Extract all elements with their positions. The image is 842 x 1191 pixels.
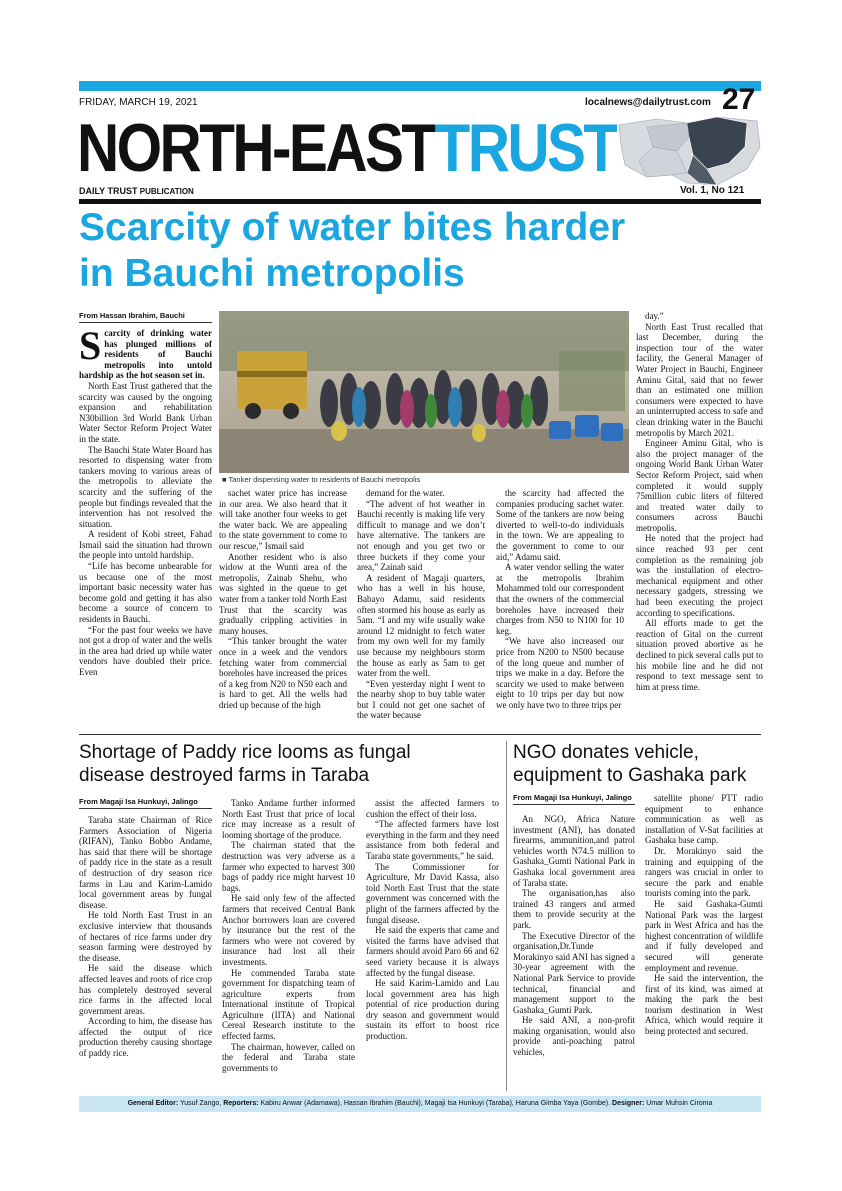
article-paragraph: The chairman stated that the destruction was very adverse as a farmer who expected to harvest 300 bags of paddy rice might harvest 10 bags. bbox=[222, 840, 355, 893]
lead-column-1 bbox=[79, 328, 212, 728]
lead-column-2 bbox=[219, 488, 347, 730]
page-number: 27 bbox=[722, 83, 756, 116]
masthead-rule bbox=[79, 199, 761, 204]
lead-col1-body bbox=[79, 381, 212, 678]
reporters-label: Reporters: bbox=[223, 1100, 259, 1107]
editor-name: Yusuf Zango, bbox=[180, 1100, 222, 1107]
article-paragraph: A resident of Magaji quarters, who has a well in his house, Babayo Adamu, said residents often stormed his house as early as 5am. “I and my wife usually wake around 12 midnight to fetch water from my own well for my family use because my neighbours storm the house as early as 5am to get water from the well. bbox=[357, 572, 485, 679]
publisher-brand: DAILY TRUST bbox=[79, 186, 138, 196]
article-paragraph: “Even yesterday night I went to the nearby shop to buy table water but I could not get one sachet of the water because bbox=[357, 678, 485, 721]
article-paragraph: Dr. Morakinyo said the training and equipping of the rangers was crucial in order to secure the park and enable tourists coming into the park. bbox=[645, 845, 763, 899]
article-paragraph: North East Trust gathered that the scarcity was caused by the ongoing expansion and rehabilitation N30billion 3rd World Bank Urban Water Sector Reform Project Water in the state. bbox=[79, 380, 212, 444]
article-paragraph: According to him, the disease has affected the output of rice production thereby causing shortage of paddy rice. bbox=[79, 1016, 212, 1059]
ngo-headline-line2: equipment to Gashaka park bbox=[513, 765, 747, 786]
publisher-line bbox=[79, 186, 194, 196]
column-divider bbox=[506, 741, 507, 1091]
lead-byline: From Hassan Ibrahim, Bauchi bbox=[79, 311, 212, 323]
article-paragraph: He said the disease which affected leaves and roots of rice crop has completely destroyed several rice farms in the affected local government areas. bbox=[79, 963, 212, 1016]
contact-email[interactable]: localnews@dailytrust.com bbox=[585, 97, 711, 108]
masthead-accent-bar bbox=[79, 81, 761, 91]
designer-label: Designer: bbox=[612, 1100, 645, 1107]
publisher-suffix: PUBLICATION bbox=[139, 187, 194, 196]
designer-name: Umar Muhsin Ciroma bbox=[646, 1100, 713, 1107]
issue-date: FRIDAY, MARCH 19, 2021 bbox=[79, 97, 198, 108]
ngo-headline-line1: NGO donates vehicle, bbox=[513, 742, 699, 763]
ngo-column-1 bbox=[513, 814, 635, 1094]
article-paragraph: “For the past four weeks we have not got a drop of water and the wells in the area had dried up while water vendors have doubled their price. Even bbox=[79, 624, 212, 677]
volume-number: Vol. 1, No 121 bbox=[680, 185, 745, 196]
article-paragraph: “Life has become unbearable for us because one of the most important basic necessity water has become gold and getting it has also become a source of concern to residents in Bauchi. bbox=[79, 561, 212, 625]
article-paragraph: He said Karim-Lamido and Lau local government area has high potential of rice production during dry season and government would sustain its effort to boost rice production. bbox=[366, 978, 499, 1042]
article-paragraph: He told North East Trust in an exclusive interview that thousands of hectares of rice farms under dry season farming were destroyed by the disease. bbox=[79, 910, 212, 963]
masthead-left: NORTH-EAST bbox=[77, 110, 435, 186]
masthead-right: TRUST bbox=[434, 110, 617, 186]
rice-byline: From Magaji Isa Hunkuyi, Jalingo bbox=[79, 797, 212, 809]
lead-column-3 bbox=[357, 488, 485, 730]
article-paragraph: The Commissioner for Agriculture, Mr David Kassa, also told North East Trust that the state government was concerned with the plight of the farmers affected by the fungal disease. bbox=[366, 861, 499, 925]
rice-column-1 bbox=[79, 815, 212, 1095]
credits-footer bbox=[79, 1096, 761, 1112]
article-paragraph: An NGO, Africa Nature investment (ANI), has donated firearms, ammunition,and patrol vehicles worth N74.5 million to Gashaka_Gumti National Park in Gashaka local government area of Taraba state. bbox=[513, 814, 635, 888]
rice-column-2 bbox=[222, 798, 355, 1094]
article-paragraph: He commended Taraba state government for dispatching team of agriculture experts from International institute of Tropical Agriculture (IITA) and National Cereal Research institute to the effected farms. bbox=[222, 967, 355, 1042]
masthead-title bbox=[77, 108, 617, 188]
article-paragraph: Engineer Aminu Gital, who is also the project manager of the ongoing World Bank Urban Water Sector Reform Project, said when completed it would supply 75million cubic liters of filtered and treated water daily to consumers across Bauchi metropolis. bbox=[636, 438, 763, 533]
article-paragraph: He said ANI, a non-profit making organisation, would also provide anti-poaching patrol vehicles, bbox=[513, 1015, 635, 1058]
article-paragraph: The chairman, however, called on the federal and Taraba state governments to bbox=[222, 1041, 355, 1073]
article-paragraph: The Bauchi State Water Board has resorted to dispensing water from tankers moving to various areas of the metropolis to alleviate the scarcity and the suffering of the people but findings revealed that the intervention has not resolved the situation. bbox=[79, 444, 212, 529]
article-paragraph: Another resident who is also widow at the Wunti area of the metropolis, Zainab Shehu, who was sighted in the queue to get water from a tanker told North East Trust that the scarcity was gradually crippling activities in many houses. bbox=[219, 551, 347, 636]
north-east-map-graphic bbox=[617, 117, 762, 187]
dropcap: S bbox=[79, 328, 102, 368]
article-paragraph: All efforts made to get the reaction of Gital on the current situation proved abortive as he declined to pick several calls put to his mobile line and he did not respond to text message sent to him at press time. bbox=[636, 618, 763, 692]
rice-headline-line1: Shortage of Paddy rice looms as fungal bbox=[79, 742, 411, 763]
editor-label: General Editor: bbox=[127, 1100, 179, 1107]
article-paragraph: Taraba state Chairman of Rice Farmers Association of Nigeria (RIFAN), Tanko Bobbo Andame, has said that there will be shortage of paddy rice in the state as a result of destruction of dry season rice farms in Lau and Karim-Lamido local government areas by fungal disease. bbox=[79, 815, 212, 910]
article-paragraph: He said the experts that came and visited the farms have advised that farmers should avoid Paro 66 and 62 seed variety because it is always affected by the fungal disease. bbox=[366, 925, 499, 978]
lead-paragraph: Scarcity of drinking water has plunged millions of residents of Bauchi metropolis into untold hardship as the hot season set in. bbox=[79, 328, 212, 381]
article-paragraph: the scarcity had affected the companies producing sachet water. Some of the tankers are now being diverted to well-to-do individuals in the town. We are appealing to the government to come to our aid,” Adamu said. bbox=[496, 488, 624, 562]
article-paragraph: A water vendor selling the water at the metropolis Ibrahim Mohammed told our correspondent that the owners of the commercial boreholes have increased their charges from N50 to N100 for 10 keg. bbox=[496, 562, 624, 636]
tanker-photo-image bbox=[219, 311, 629, 473]
article-paragraph: He said only few of the affected farmers that received Central Bank Anchor borrowers loan are covered by insurance but the rest of the farmers who were not covered by insurance had lost all their investments. bbox=[222, 893, 355, 967]
article-paragraph: He said the intervention, the first of its kind, was aimed at making the park the best tourism destination in West Africa, which would require it being protected and secured. bbox=[645, 973, 763, 1037]
ngo-column-2 bbox=[645, 793, 763, 1094]
article-paragraph: A resident of Kobi street, Fahad Ismail said the situation had thrown the people into untold hardship. bbox=[79, 529, 212, 561]
article-paragraph: “This tanker brought the water once in a week and the vendors fetching water from commercial boreholes have increased the prices of a keg from N20 to N50 each and is hard to get. All the wells had dried up because of the high bbox=[219, 636, 347, 710]
article-paragraph: day.” bbox=[645, 311, 664, 321]
lead-column-4 bbox=[496, 488, 624, 730]
article-paragraph: North East Trust recalled that last December, during the inspection tour of the water facility, the General Manager of Water Project in Bauchi, Engineer Aminu Gital, said that no fewer than an estimated one million consumers were expected to have an uninterrupted access to safe and clean drinking water in the Bauchi metropolis by March 2021. bbox=[636, 321, 763, 438]
article-paragraph: satellite phone/ PTT radio equipment to enhance communication as well as installation of V-Sat facilities at Gashaka base camp. bbox=[645, 793, 763, 846]
article-paragraph: “The advent of hot weather in Bauchi recently is making life very difficult to manage and we don’t have alternative. The tankers are not enough and you get two or three buckets if they come your area,” Zainab said bbox=[357, 498, 485, 573]
article-paragraph: He noted that the project had since reached 93 per cent completion as the remaining job was the installation of electro-mechanical equipment and other necessary gadgets, stressing we had been executing the project according to specifications. bbox=[636, 533, 763, 618]
article-paragraph: assist the affected farmers to cushion the effect of their loss. bbox=[366, 798, 499, 819]
article-paragraph: “We have also increased our price from N200 to N500 because of the long queue and number of trips we make in a day. Before the scarcity we used to make between eight to 10 trips per day but now we only have two to three trips per bbox=[496, 636, 624, 710]
rice-headline-line2: disease destroyed farms in Taraba bbox=[79, 765, 370, 786]
photo-caption: ■ Tanker dispensing water to residents of Bauchi metropolis bbox=[222, 475, 421, 484]
reporters-list: Kabiru Anwar (Adamawa), Hassan Ibrahim (Bauchi), Magaji Isa Hunkuyi (Taraba), Haruna Gimba Yaya (Gombe). bbox=[260, 1100, 611, 1107]
article-paragraph: Tanko Andame further informed North East Trust that price of local rice may increase as a result of looming shortage of the produce. bbox=[222, 798, 355, 840]
article-paragraph: He said Gashaka-Gumti National Park was the largest park in West Africa and has the highest concentration of wildlife and if fully developed and secured will generate employment and revenue. bbox=[645, 898, 763, 973]
rice-headline bbox=[79, 741, 499, 787]
lead-column-5 bbox=[636, 311, 763, 731]
section-divider bbox=[79, 734, 761, 735]
ngo-headline bbox=[513, 741, 763, 787]
article-paragraph: “The affected farmers have lost everything in the farm and they need assistance from both federal and Taraba state governments,” he said. bbox=[366, 819, 499, 861]
article-paragraph: The Executive Director of the organisation,Dr.Tunde Morakinyo said ANI has signed a 30-year agreement with the National Park Service to provide technical, financial and management support to the Gashaka_Gumti Park. bbox=[513, 930, 635, 1015]
article-paragraph: demand for the water. bbox=[366, 488, 445, 498]
lead-headline-line1: Scarcity of water bites harder bbox=[79, 206, 626, 249]
lead-headline-line2: in Bauchi metropolis bbox=[79, 252, 465, 295]
article-paragraph: The organisation,has also trained 43 rangers and armed them to provide security at the park. bbox=[513, 888, 635, 930]
ngo-byline: From Magaji Isa Hunkuyi, Jalingo bbox=[513, 793, 635, 805]
rice-column-3 bbox=[366, 798, 499, 1094]
lead-headline bbox=[79, 205, 769, 297]
tanker-photo bbox=[219, 311, 629, 473]
article-paragraph: sachet water price has increase in our area. We also heard that it will take another four weeks to get the water back. We are appealing to the state government to come to our rescue,” Ismail said bbox=[219, 488, 347, 551]
